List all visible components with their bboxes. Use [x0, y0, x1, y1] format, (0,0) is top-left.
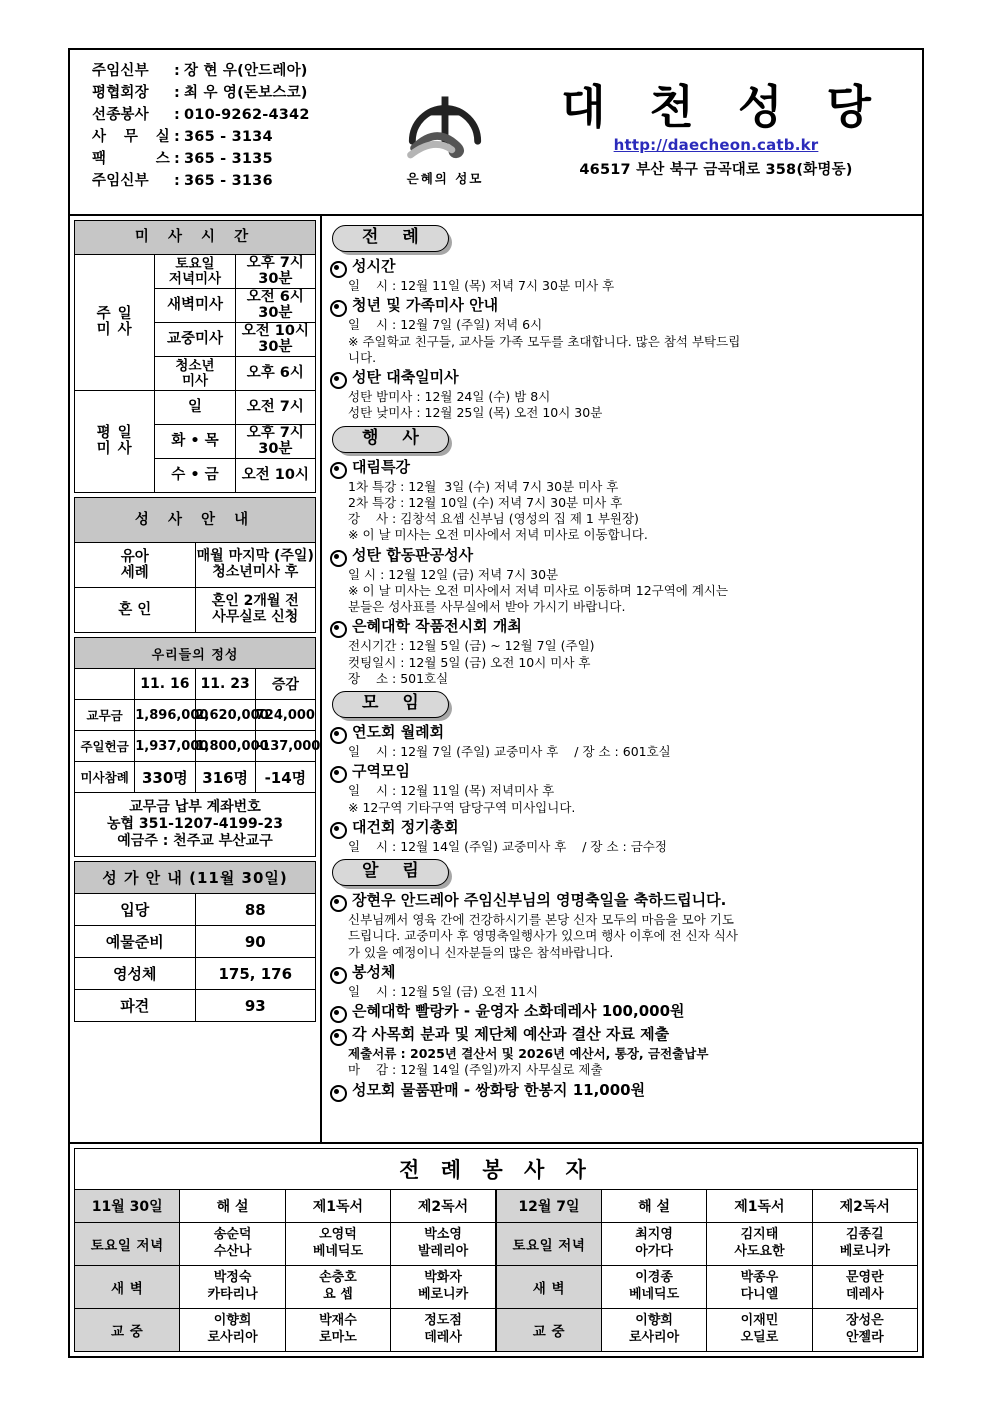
server-name-cell: 이경종 베네딕도 — [601, 1266, 706, 1309]
item-detail-line: ※ 주일학교 친구들, 교사들 가족 모두를 초대합니다. 많은 참석 부탁드립 니다. — [348, 333, 741, 365]
item-detail-line: 성탄 밤미사 : 12월 24일 (수) 밤 8시 — [348, 389, 551, 404]
announcement-item — [330, 1003, 916, 1023]
servers-block — [70, 1142, 922, 1356]
contact-value: 365 - 3134 — [184, 129, 273, 146]
content-section — [330, 225, 916, 422]
contact-row — [92, 170, 380, 192]
item-title-row — [330, 618, 916, 638]
item-title-row — [330, 964, 916, 984]
donations-table — [74, 637, 321, 793]
server-name-cell: 이향희 로사리아 — [601, 1309, 706, 1352]
announcement-item — [330, 724, 916, 760]
mass-schedule-title: 미 사 시 간 — [75, 221, 316, 255]
contact-value: 장 현 우(안드레아) — [184, 63, 308, 79]
contact-block — [70, 50, 380, 214]
right-column — [322, 216, 922, 1142]
content-section — [330, 426, 916, 688]
item-title: 은혜대학 빨랑카 - 윤영자 소화데레사 100,000원 — [352, 1002, 685, 1020]
contact-label: 팩 스 — [92, 151, 170, 168]
server-name-cell: 문영란 데레사 — [812, 1266, 917, 1309]
mass-time: 오후 7시 30분 — [235, 425, 315, 459]
bulletin-page — [68, 48, 924, 1358]
contact-colon: : — [174, 63, 180, 79]
contact-colon: : — [174, 107, 180, 124]
mass-schedule-table — [74, 220, 316, 493]
item-detail-line: ※ 이 날 미사는 오전 미사에서 저녁 미사로 이동합니다. — [348, 527, 648, 543]
table-row — [75, 762, 316, 793]
donations-column-header: 증감 — [255, 669, 315, 700]
hymn-title: 성 가 안 내 (11월 30일) — [75, 862, 316, 894]
bullet-icon — [330, 372, 347, 389]
left-column — [70, 216, 322, 1142]
hymn-number: 90 — [195, 926, 316, 958]
section-badge: 행 사 — [332, 426, 449, 453]
contact-row — [92, 126, 380, 148]
server-name-cell: 장성은 안젤라 — [812, 1309, 917, 1352]
item-detail-line: 장 소 : 501호실 — [348, 670, 449, 686]
item-title-row — [330, 258, 916, 278]
mass-time: 오후 6시 — [235, 357, 315, 391]
donation-value-a: 1,937,000 — [135, 731, 195, 762]
item-title: 각 사목회 분과 및 제단체 예산과 결산 자료 제출 — [352, 1025, 670, 1043]
item-title: 은혜대학 작품전시회 개최 — [352, 617, 522, 636]
server-name-cell: 정도점 데레사 — [391, 1309, 496, 1352]
item-title-row — [330, 1082, 916, 1102]
weekday-mass-label: 평 일 미 사 — [75, 391, 155, 493]
table-row — [75, 990, 316, 1022]
item-title: 성탄 대축일미사 — [352, 368, 459, 386]
item-title-row — [330, 1003, 916, 1023]
item-title: 연도회 월례회 — [352, 723, 445, 741]
mass-name: 새벽미사 — [155, 289, 235, 323]
servers-column-header: 제1독서 — [285, 1190, 390, 1223]
contact-value: 365 - 3135 — [184, 151, 273, 168]
content-section — [330, 691, 916, 855]
hymn-number: 93 — [195, 990, 316, 1022]
announcement-item — [330, 297, 916, 366]
table-row — [75, 1266, 918, 1309]
table-row — [75, 731, 316, 762]
servers-slot-label: 새 벽 — [496, 1266, 601, 1309]
account-line3: 예금주 : 천주교 부산교구 — [117, 832, 273, 849]
item-title-row — [330, 547, 916, 567]
donation-label: 교무금 — [75, 700, 135, 731]
server-name-cell: 박재수 로마노 — [285, 1309, 390, 1352]
item-detail-line: 일 시 : 12월 14일 (주일) 교중미사 후 / 장 소 : 금수정 — [348, 838, 667, 854]
donation-value-delta: -14명 — [255, 762, 315, 793]
table-row — [75, 926, 316, 958]
servers-slot-label: 토요일 저녁 — [496, 1223, 601, 1266]
item-title: 구역모임 — [352, 762, 410, 781]
sacraments-title: 성 사 안 내 — [75, 498, 316, 543]
table-header-row — [75, 1190, 918, 1223]
church-name: 대 천 성 당 — [561, 79, 885, 134]
contact-colon: : — [174, 173, 180, 190]
item-detail-line: 1차 특강 : 12월 3일 (수) 저녁 7시 30분 미사 후 — [348, 478, 619, 494]
section-badge: 모 임 — [332, 691, 449, 718]
announcement-item — [330, 892, 916, 961]
church-website-link[interactable]: http://daecheon.catb.kr — [613, 136, 819, 155]
bullet-icon — [330, 895, 347, 912]
contact-label: 주임신부 — [92, 63, 149, 79]
mass-time: 오전 6시 30분 — [235, 289, 315, 323]
server-name-cell: 박소영 발레리아 — [391, 1223, 496, 1266]
servers-column-header: 해 설 — [601, 1190, 706, 1223]
donations-column-header — [75, 669, 135, 700]
section-badge: 전 례 — [332, 225, 449, 252]
item-detail-line: 전시기간 : 12월 5일 (금) ~ 12월 7일 (주일) — [348, 638, 595, 654]
donation-value-b: 1,800,000 — [195, 731, 255, 762]
table-row — [75, 700, 316, 731]
server-name-cell: 박종우 다니엘 — [707, 1266, 812, 1309]
announcement-item — [330, 763, 916, 816]
item-detail-line: 컷팅일시 : 12월 5일 (금) 오전 10시 미사 후 — [348, 654, 591, 670]
contact-label: 평협회장 — [92, 85, 149, 102]
announcement-item — [330, 1026, 916, 1079]
server-name-cell: 이향희 로사리아 — [180, 1309, 285, 1352]
donations-column-header: 11. 16 — [135, 669, 195, 700]
announcement-item — [330, 547, 916, 616]
contact-value: 010-9262-4342 — [184, 107, 310, 124]
item-title: 청년 및 가족미사 안내 — [352, 296, 499, 315]
servers-column-header: 제1독서 — [707, 1190, 812, 1223]
church-title-block — [510, 50, 922, 214]
contact-colon: : — [174, 129, 180, 146]
bullet-icon — [330, 967, 347, 984]
item-title-row — [330, 459, 916, 479]
item-title: 성모회 물품판매 - 쌍화탕 한봉지 11,000원 — [352, 1080, 646, 1099]
sacrament-value: 혼인 2개월 전 사무실로 신청 — [195, 588, 316, 633]
mass-name: 화 • 목 — [155, 425, 235, 459]
bullet-icon — [330, 727, 347, 744]
mass-time: 오후 7시 30분 — [235, 255, 315, 289]
mass-time: 오전 10시 — [235, 459, 315, 493]
hymn-number: 88 — [195, 894, 316, 926]
donation-label: 주일헌금 — [75, 731, 135, 762]
item-detail-line: 2차 특강 : 12월 10일 (수) 저녁 7시 30분 미사 후 — [348, 494, 623, 510]
mass-time: 오전 7시 — [235, 391, 315, 425]
mass-name: 청소년 미사 — [155, 357, 235, 391]
item-detail-line: 일 시 : 12월 5일 (금) 오전 11시 — [348, 983, 539, 999]
item-title: 대건회 정기총회 — [352, 817, 459, 836]
contact-row — [92, 104, 380, 126]
section-badge-wrap — [332, 225, 916, 255]
server-name-cell: 김지태 사도요한 — [707, 1223, 812, 1266]
servers-column-header: 해 설 — [180, 1190, 285, 1223]
servers-slot-label: 토요일 저녁 — [75, 1223, 180, 1266]
servers-column-header: 제2독서 — [812, 1190, 917, 1223]
hymn-label: 영성체 — [75, 958, 196, 990]
bullet-icon — [330, 766, 347, 783]
announcement-item — [330, 258, 916, 294]
item-title: 성시간 — [352, 257, 396, 275]
item-title: 장현우 안드레아 주임신부님의 영명축일을 축하드립니다. — [352, 891, 727, 909]
item-title-row — [330, 763, 916, 783]
announcement-item — [330, 819, 916, 855]
donations-title: 우리들의 정성 — [75, 638, 316, 669]
content-section — [330, 859, 916, 1102]
contact-row — [92, 148, 380, 170]
donation-value-b: 316명 — [195, 762, 255, 793]
contact-row — [92, 60, 380, 82]
item-title-row — [330, 1026, 916, 1046]
donation-value-delta: 724,000 — [255, 700, 315, 731]
item-detail-line: 일 시 : 12월 11일 (목) 저녁미사 후 — [348, 783, 555, 799]
mass-name: 교중미사 — [155, 323, 235, 357]
bullet-icon — [330, 1029, 347, 1046]
servers-slot-label: 교 중 — [496, 1309, 601, 1352]
church-address: 46517 부산 북구 금곡대로 358(화명동) — [579, 162, 853, 179]
mass-name: 토요일 저녁미사 — [155, 255, 235, 289]
server-name-cell: 김종길 베로니카 — [812, 1223, 917, 1266]
bullet-icon — [330, 261, 347, 278]
bullet-icon — [330, 550, 347, 567]
hymn-label: 파견 — [75, 990, 196, 1022]
item-title-row — [330, 297, 916, 317]
hymn-number: 175, 176 — [195, 958, 316, 990]
section-badge-wrap — [332, 691, 916, 721]
hymn-table — [74, 861, 316, 1022]
servers-slot-label: 새 벽 — [75, 1266, 180, 1309]
servers-title: 전 례 봉 사 자 — [75, 1149, 918, 1190]
servers-left-date: 11월 30일 — [75, 1190, 180, 1223]
announcement-item — [330, 369, 916, 422]
item-detail-line: 제출서류 : 2025년 결산서 및 2026년 예산서, 통장, 금전출납부 — [348, 1046, 709, 1061]
item-title-row — [330, 819, 916, 839]
server-name-cell: 이재민 오딜로 — [707, 1309, 812, 1352]
mass-name: 수 • 금 — [155, 459, 235, 493]
item-detail-line: 일 시 : 12월 12일 (금) 저녁 7시 30분 — [348, 566, 559, 582]
mass-name: 일 — [155, 391, 235, 425]
item-detail-line: 강 사 : 김창석 요셉 신부님 (영성의 집 제 1 부원장) — [348, 511, 639, 526]
server-name-cell: 박화자 베로니카 — [391, 1266, 496, 1309]
item-detail-line: 마 감 : 12월 14일 (주일)까지 사무실로 제출 — [348, 1062, 603, 1078]
table-row — [75, 543, 316, 588]
hymn-label: 예물준비 — [75, 926, 196, 958]
account-line2: 농협 351-1207-4199-23 — [107, 815, 283, 832]
contact-value: 365 - 3136 — [184, 173, 273, 190]
item-title-row — [330, 724, 916, 744]
donation-value-b: 2,620,000 — [195, 700, 255, 731]
bullet-icon — [330, 822, 347, 839]
server-name-cell: 박정숙 카타리나 — [180, 1266, 285, 1309]
contact-colon: : — [174, 85, 180, 102]
item-detail-line: ※ 이 날 미사는 오전 미사에서 저녁 미사로 이동하며 12구역에 계시는 분들은 성사표를 사무실에서 받아 가시기 바랍니다. — [348, 582, 729, 614]
donation-label: 미사참례 — [75, 762, 135, 793]
table-row — [75, 958, 316, 990]
item-title: 성탄 합동판공성사 — [352, 545, 474, 564]
table-row — [75, 391, 316, 425]
item-title: 봉성체 — [352, 962, 396, 981]
servers-column-header: 제2독서 — [391, 1190, 496, 1223]
item-title-row — [330, 892, 916, 912]
bullet-icon — [330, 300, 347, 317]
item-detail-line: ※ 12구역 기타구역 담당구역 미사입니다. — [348, 799, 576, 815]
account-line1: 교무금 납부 계좌번호 — [129, 799, 261, 815]
table-header-row — [75, 669, 316, 700]
contact-row — [92, 82, 380, 104]
item-title: 대림특강 — [352, 457, 410, 476]
bulletin-header — [70, 50, 922, 216]
table-row — [75, 1223, 918, 1266]
section-badge-wrap — [332, 426, 916, 456]
server-name-cell: 오영덕 베네딕도 — [285, 1223, 390, 1266]
donation-value-a: 1,896,000 — [135, 700, 195, 731]
table-row — [75, 255, 316, 289]
item-detail-line: 일 시 : 12월 7일 (주일) 저녁 6시 — [348, 317, 543, 333]
servers-slot-label: 교 중 — [75, 1309, 180, 1352]
sacrament-label: 혼 인 — [75, 588, 196, 633]
server-name-cell: 송순덕 수산나 — [180, 1223, 285, 1266]
mass-time: 오전 10시 30분 — [235, 323, 315, 357]
item-detail-line: 일 시 : 12월 11일 (목) 저녁 7시 30분 미사 후 — [348, 278, 615, 293]
section-badge-wrap — [332, 859, 916, 889]
announcement-item — [330, 459, 916, 544]
sacrament-value: 매월 마지막 (주일) 청소년미사 후 — [195, 543, 316, 588]
bullet-icon — [330, 1006, 347, 1023]
announcement-item — [330, 618, 916, 687]
item-title-row — [330, 369, 916, 389]
announcement-item — [330, 1082, 916, 1102]
announcement-item — [330, 964, 916, 1000]
grace-virgin-logo-icon — [402, 81, 488, 167]
servers-right-date: 12월 7일 — [496, 1190, 601, 1223]
section-badge: 알 림 — [332, 859, 449, 886]
contact-colon: : — [174, 151, 180, 168]
servers-table — [74, 1148, 918, 1352]
table-row — [75, 588, 316, 633]
donations-column-header: 11. 23 — [195, 669, 255, 700]
contact-label: 사 무 실 — [92, 129, 170, 146]
donation-value-a: 330명 — [135, 762, 195, 793]
bullet-icon — [330, 621, 347, 638]
item-detail-line: 신부님께서 영육 간에 건강하시기를 본당 신자 모두의 마음을 모아 기도 드립니다. 교중미사 후 영명축일행사가 있으며 행사 이후에 전 신자 식사 가 있을 예정이니 신자분들의 많은 참석바랍니다. — [348, 912, 738, 960]
logo-caption: 은혜의 성모 — [406, 171, 484, 186]
sacraments-table — [74, 497, 316, 633]
table-row — [75, 894, 316, 926]
sunday-mass-label: 주 일 미 사 — [75, 255, 155, 391]
server-name-cell: 손충호 요 셉 — [285, 1266, 390, 1309]
contact-label: 선종봉사 — [92, 107, 149, 124]
bullet-icon — [330, 1085, 347, 1102]
parish-logo — [380, 50, 510, 214]
item-detail-line: 일 시 : 12월 7일 (주일) 교중미사 후 / 장 소 : 601호실 — [348, 744, 671, 759]
bullet-icon — [330, 462, 347, 479]
hymn-label: 입당 — [75, 894, 196, 926]
item-detail-line: 성탄 낮미사 : 12월 25일 (목) 오전 10시 30분 — [348, 405, 603, 421]
bulletin-body — [70, 216, 922, 1142]
contact-label: 주임신부 — [92, 173, 149, 190]
server-name-cell: 최지영 아가다 — [601, 1223, 706, 1266]
contact-value: 최 우 영(돈보스코) — [184, 85, 308, 102]
table-row — [75, 1309, 918, 1352]
sacrament-label: 유아 세례 — [75, 543, 196, 588]
donation-value-delta: -137,000 — [255, 731, 315, 762]
account-info — [74, 793, 316, 857]
